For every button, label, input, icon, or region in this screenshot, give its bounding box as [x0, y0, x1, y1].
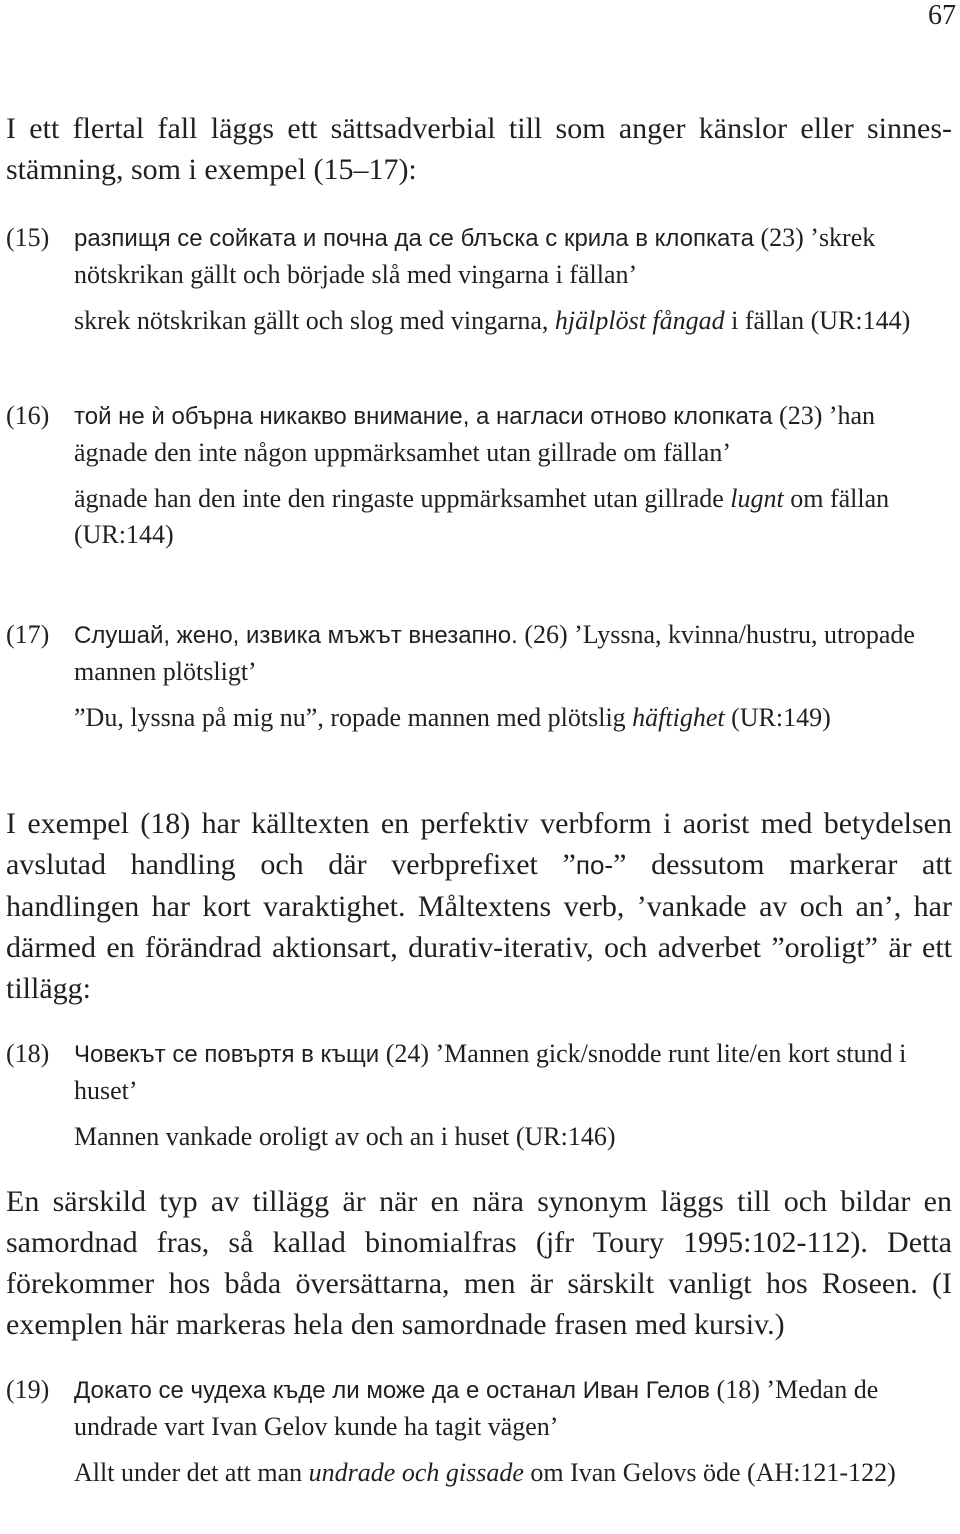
source-text: Докато се чудеха къде ли може да е останал Иван Гелов	[74, 1377, 711, 1404]
gloss-text: (18) ’Medan de undrade vart Ivan Gelov kunde ha tagit vägen’	[74, 1375, 879, 1441]
translation-emphasis: lugnt	[730, 484, 784, 513]
translation-text-end: i fällan (UR:144)	[724, 306, 911, 335]
paragraph-text	[6, 803, 952, 1009]
source-text: той не ѝ обърна никакво внимание, а нагласи отново клопката	[74, 403, 773, 430]
gloss-text: (23) ’han ägnade den inte någon uppmärksamhet utan gillrade om fällan’	[74, 401, 876, 467]
example-17	[6, 617, 952, 736]
translation-text: ägnade han den inte den ringaste uppmärksamhet utan gillrade	[74, 484, 731, 513]
translation-text: Mannen vankade oroligt av och an i huset (UR:146)	[74, 1122, 616, 1151]
translation-text-end: om fällan (UR:144)	[74, 484, 890, 549]
translation-text: ”Du, lyssna på mig nu”, ropade mannen med plötslig	[74, 703, 633, 732]
paragraph-text-end: ” dessutom markerar att handlingen har kort varaktighet. Måltextens verb, ’vankade av och an’, har därmed en förändrad aktionsart, durativ-iterativ, och adverbet ”oroligt” är ett tillägg:	[6, 848, 952, 1005]
paragraph-text: I ett flertal fall läggs ett sättsadverbial till som anger känslor eller sinnesstämning, som i exempel (15–17):	[6, 112, 952, 186]
paragraph-aktionsart	[6, 803, 952, 1009]
paragraph-intro	[6, 108, 952, 190]
translation-text-end: om Ivan Gelovs öde (AH:121-122)	[523, 1458, 896, 1487]
source-text: разпищя се сойката и почна да се блъска с крила в клопката	[74, 225, 754, 252]
example-16	[6, 398, 952, 553]
paragraph-binomial	[6, 1181, 952, 1345]
example-body	[74, 617, 952, 736]
example-19	[6, 1372, 952, 1491]
example-18	[6, 1036, 952, 1155]
gloss-text: (24) ’Mannen gick/snodde runt lite/en kort stund i huset’	[74, 1039, 907, 1105]
example-body	[74, 398, 952, 553]
translation-text: Allt under det att man	[74, 1458, 309, 1487]
source-text: Слушай, жено, извика мъжът внезапно.	[74, 622, 518, 649]
example-number: (16)	[6, 401, 50, 430]
paragraph-text-start: I exempel (18) har källtexten en perfektiv verbform i aorist med betydelsen avslutad handling och där verbprefixet ”	[6, 807, 952, 881]
translation-text: skrek nötskrikan gällt och slog med vingarna,	[74, 306, 555, 335]
example-body	[74, 1372, 952, 1491]
gloss-text: ’skrek nötskrikan gällt och började slå med vingarna i fällan’	[74, 223, 876, 289]
translation-emphasis: hjälplöst fångad	[554, 306, 725, 335]
example-number: (18)	[6, 1039, 50, 1068]
translation-emphasis: undrade och gissade	[308, 1458, 524, 1487]
source-ref: (23)	[753, 223, 804, 252]
example-body	[74, 1036, 952, 1155]
gloss-text: (26) ’Lyssna, kvinna/hustru, utropade mannen plötsligt’	[74, 620, 915, 686]
page-number: 67	[928, 0, 956, 31]
verb-prefix: по-	[575, 850, 614, 880]
translation-text-end: (UR:149)	[724, 703, 831, 732]
example-body	[74, 220, 952, 339]
example-15	[6, 220, 952, 339]
example-number: (19)	[6, 1375, 50, 1404]
example-number: (17)	[6, 620, 50, 649]
translation-emphasis: häftighet	[632, 703, 725, 732]
source-text: Човекът се повъртя в къщи	[74, 1041, 380, 1068]
example-number: (15)	[6, 223, 50, 252]
paragraph-text: En särskild typ av tillägg är när en nära synonym läggs till och bildar en samordnad fras, så kallad binomialfras (jfr Toury 1995:102-112). Detta förekommer hos båda översättarna, men är särskilt vanligt hos Roseen. (I exemplen här markeras hela den samordnade frasen med kursiv.)	[6, 1185, 952, 1341]
